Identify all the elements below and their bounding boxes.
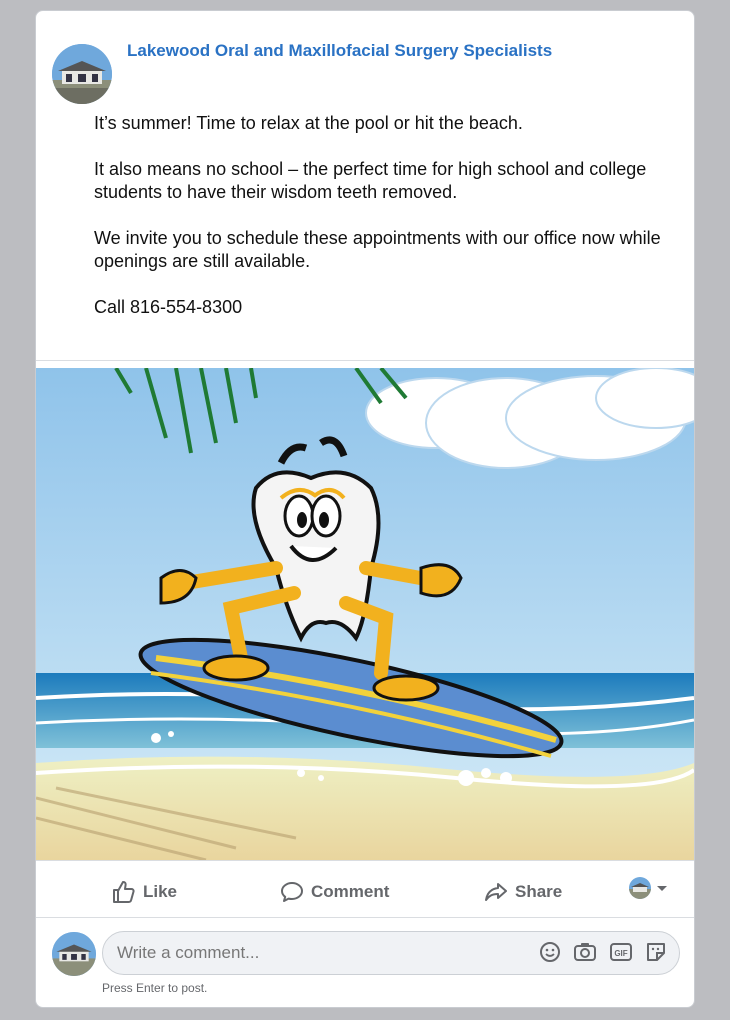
camera-icon[interactable]	[573, 941, 597, 963]
thumbs-up-icon	[112, 880, 136, 904]
audience-selector[interactable]	[629, 877, 669, 899]
post-header	[36, 11, 694, 111]
comment-bubble-icon	[280, 880, 304, 904]
comment-label: Comment	[311, 882, 390, 901]
comment-tools	[539, 941, 667, 963]
post-paragraph: It’s summer! Time to relax at the pool or hit the beach.	[94, 113, 523, 133]
svg-text:GIF: GIF	[614, 949, 628, 958]
comment-hint: Press Enter to post.	[102, 981, 208, 995]
share-label: Share	[515, 882, 563, 901]
like-button[interactable]	[112, 877, 177, 907]
share-arrow-icon	[484, 880, 508, 904]
comment-input[interactable]	[117, 932, 517, 974]
comment-button[interactable]	[280, 877, 389, 907]
share-button[interactable]	[484, 877, 562, 907]
tooth-surfing-cartoon-icon	[36, 368, 694, 860]
emoji-icon[interactable]	[539, 941, 561, 963]
gif-icon[interactable]	[609, 941, 633, 963]
divider	[36, 860, 694, 861]
divider	[36, 917, 694, 918]
divider	[36, 360, 694, 361]
post-paragraph-phone: Call 816-554-8300	[94, 297, 243, 317]
caret-down-icon	[655, 881, 669, 895]
comment-box	[102, 931, 680, 975]
post-paragraph: It also means no school – the perfect time for high school and college students to have their wisdom teeth removed.	[94, 159, 647, 202]
page-avatar[interactable]	[52, 44, 112, 104]
like-label: Like	[143, 882, 178, 901]
post-image[interactable]	[36, 368, 694, 860]
commenter-avatar[interactable]	[52, 932, 96, 976]
action-bar	[36, 867, 694, 915]
page-name-link[interactable]: Lakewood Oral and Maxillofacial Surgery Specialists	[127, 41, 553, 60]
sticker-icon[interactable]	[645, 941, 667, 963]
post-text	[94, 112, 684, 342]
post-paragraph: We invite you to schedule these appointments with our office now while openings are still available.	[94, 228, 661, 271]
audience-avatar	[629, 877, 651, 899]
post-card	[35, 10, 695, 1008]
